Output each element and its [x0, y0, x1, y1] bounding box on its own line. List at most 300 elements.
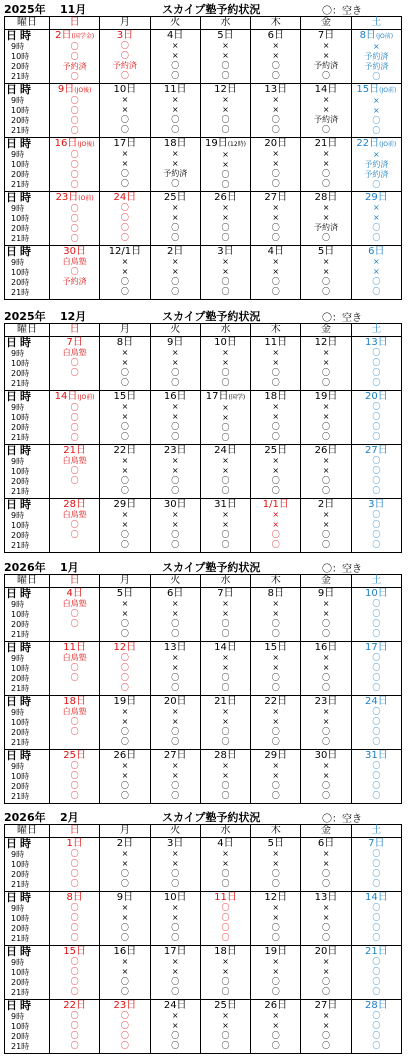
slot-status: 〇: [322, 737, 331, 746]
slot-status: 〇: [322, 179, 331, 188]
day-date: 6日: [317, 838, 335, 849]
slot-status: 〇: [120, 1011, 129, 1020]
day-cell: [351, 892, 401, 946]
slot-status: 〇: [271, 540, 280, 549]
slot-status: ×: [171, 358, 179, 367]
slot-status: 〇: [372, 761, 381, 770]
slot-status: 〇: [221, 683, 230, 692]
slot-status: ×: [272, 51, 280, 60]
day-date: 14日: [54, 391, 78, 402]
slot-status: 〇: [120, 368, 129, 377]
slot-status: 〇: [372, 683, 381, 692]
day-date: 9日: [116, 892, 134, 903]
day-number: [151, 642, 200, 653]
time-slot-label: 9時: [11, 42, 25, 51]
day-cell: [100, 750, 150, 804]
day-number: [50, 892, 99, 903]
day-date: 28日: [314, 192, 338, 203]
day-cell: [50, 588, 100, 642]
time-slot-label: 10時: [11, 664, 30, 673]
month-block: [4, 558, 402, 804]
day-cell: [50, 696, 100, 750]
slot-status: 〇: [372, 903, 381, 912]
slot-status: ×: [171, 51, 179, 60]
day-date: 5日: [317, 246, 335, 257]
day-cell: [100, 696, 150, 750]
day-date: 4日: [167, 30, 184, 41]
day-cell: [251, 138, 301, 192]
slot-status: ×: [171, 466, 179, 475]
day-number: [100, 499, 149, 510]
day-cell: [301, 750, 351, 804]
slot-status: 〇: [322, 933, 331, 942]
day-cell: [301, 696, 351, 750]
slot-status: ×: [322, 1011, 330, 1020]
slot-status: ×: [121, 967, 129, 976]
slot-status: 〇: [70, 106, 79, 115]
slot-status: ×: [121, 771, 129, 780]
slot-status: 〇: [120, 115, 129, 124]
time-slot-label: 10時: [11, 772, 30, 781]
week-row: [5, 696, 402, 750]
slot-status: 〇: [120, 791, 129, 800]
event-label: 白鳥塾: [62, 257, 87, 266]
slot-status: 〇: [70, 403, 79, 412]
slot-status: 〇: [120, 987, 129, 996]
slot-status: ×: [222, 957, 229, 966]
month-block: [4, 808, 402, 1054]
day-note: (O前): [78, 195, 94, 202]
slot-status: ×: [322, 213, 330, 222]
slot-status: ×: [322, 520, 330, 529]
slot-status: 〇: [372, 653, 381, 662]
time-slot-label: 10時: [11, 610, 30, 619]
day-cell: [50, 892, 100, 946]
day-date: 24日: [214, 445, 237, 456]
day-number: [251, 838, 300, 849]
day-number: [301, 84, 350, 95]
day-number: [301, 588, 350, 599]
day-date: 27日: [163, 750, 187, 761]
day-cell: [200, 246, 250, 300]
time-labels: [5, 750, 50, 804]
slot-status: 〇: [372, 923, 381, 932]
slot-status: ×: [171, 771, 179, 780]
slot-status: 〇: [171, 791, 180, 800]
day-cell: [301, 337, 351, 391]
day-number: [100, 892, 149, 903]
day-date: 20日: [314, 946, 338, 957]
day-date: 22日: [356, 138, 380, 149]
slot-status: 〇: [70, 126, 79, 135]
day-date: 9日: [317, 588, 335, 599]
day-number: [151, 946, 200, 957]
weekday-header: 土: [351, 575, 401, 588]
day-date: 17日: [163, 946, 187, 957]
schedule-title: スカイプ塾予約状況: [162, 310, 261, 323]
datetime-label: 日時: [6, 945, 34, 958]
slot-status: 〇: [322, 629, 331, 638]
slot-status: 〇: [271, 169, 280, 178]
day-cell: [200, 892, 250, 946]
day-cell: [301, 588, 351, 642]
event-label: 白鳥塾: [62, 348, 87, 357]
day-number: [50, 391, 99, 403]
day-date: 25日: [163, 192, 187, 203]
slot-status: 〇: [372, 233, 381, 242]
slot-status: ×: [372, 150, 380, 159]
day-date: 3日: [167, 838, 184, 849]
day-date: 18日: [264, 391, 288, 402]
slot-status: ×: [121, 348, 129, 357]
day-note: (JO前): [77, 394, 95, 401]
slot-status: ×: [322, 105, 330, 114]
slot-status: 〇: [372, 849, 381, 858]
day-cell: [150, 946, 200, 1000]
slot-status: 〇: [221, 903, 230, 912]
slot-status: 〇: [372, 287, 381, 296]
time-slot-label: 9時: [11, 204, 25, 213]
day-number: [100, 391, 149, 402]
day-number: [151, 337, 200, 348]
slot-status: ×: [222, 403, 229, 412]
slot-status: 〇: [372, 933, 381, 942]
slot-status: 〇: [70, 234, 79, 243]
day-number: [100, 84, 149, 95]
day-date: 22日: [63, 1000, 86, 1011]
slot-status: 〇: [70, 150, 79, 159]
slot-status: ×: [222, 413, 229, 422]
day-number: [251, 30, 300, 41]
day-number: [50, 642, 99, 653]
day-cell: [100, 588, 150, 642]
slot-status: ×: [121, 849, 129, 858]
time-slot-label: 20時: [11, 870, 30, 879]
day-cell: [251, 946, 301, 1000]
time-slot-label: 20時: [11, 278, 30, 287]
day-date: 23日: [113, 1000, 137, 1011]
slot-status: 〇: [171, 61, 180, 70]
slot-status: 〇: [171, 619, 180, 628]
slot-status: 〇: [171, 233, 180, 242]
slot-status: 〇: [70, 923, 79, 932]
slot-status: ×: [222, 51, 229, 60]
day-date: 2日: [116, 838, 134, 849]
day-cell: [251, 192, 301, 246]
slot-status: ×: [372, 203, 380, 212]
slot-status: 〇: [271, 923, 280, 932]
time-slot-label: 20時: [11, 620, 30, 629]
slot-status: 〇: [372, 116, 381, 125]
event-label: 白鳥塾: [62, 456, 87, 465]
day-cell: [200, 138, 250, 192]
slot-status: 〇: [322, 727, 331, 736]
slot-status: ×: [121, 257, 129, 266]
slot-status: 〇: [221, 781, 230, 790]
slot-status: 〇: [322, 432, 331, 441]
slot-status: ×: [171, 402, 179, 411]
day-cell: [50, 84, 100, 138]
slot-status: 〇: [271, 781, 280, 790]
slot-status: 〇: [70, 663, 79, 672]
day-number: [100, 750, 149, 761]
slot-status: 〇: [322, 71, 331, 80]
day-date: 14日: [314, 84, 338, 95]
day-date: 28日: [364, 1000, 388, 1011]
slot-status: ×: [272, 213, 280, 222]
day-number: [201, 138, 250, 150]
slot-status: ×: [322, 456, 330, 465]
slot-status: 〇: [372, 717, 381, 726]
day-number: [151, 84, 200, 95]
slot-status: 予約済: [112, 61, 137, 70]
day-number: [201, 84, 250, 95]
day-date: 5日: [267, 838, 284, 849]
slot-status: ×: [121, 717, 129, 726]
slot-status: 〇: [120, 203, 129, 212]
day-number: [50, 1000, 99, 1011]
slot-status: 〇: [322, 1041, 331, 1050]
day-cell: [150, 445, 200, 499]
slot-status: 〇: [120, 213, 129, 222]
day-cell: [100, 892, 150, 946]
slot-status: ×: [272, 859, 280, 868]
day-number: [50, 337, 99, 348]
weekday-row: [5, 324, 402, 337]
day-cell: [351, 946, 401, 1000]
slot-status: ×: [372, 106, 380, 115]
slot-status: 〇: [372, 859, 381, 868]
weekday-header: 水: [200, 825, 250, 838]
slot-status: 〇: [221, 368, 230, 377]
slot-status: 〇: [322, 476, 331, 485]
slot-status: 〇: [171, 673, 180, 682]
slot-status: ×: [272, 967, 280, 976]
weekday-header: 月: [100, 17, 150, 30]
day-date: 17日: [364, 642, 388, 653]
day-cell: [351, 750, 401, 804]
slot-status: ×: [272, 105, 280, 114]
day-number: [151, 138, 200, 149]
time-slot-label: 21時: [11, 934, 30, 943]
weekday-header: 水: [200, 17, 250, 30]
day-number: [201, 588, 250, 599]
slot-status: ×: [121, 599, 129, 608]
slot-status: ×: [171, 456, 179, 465]
day-date: 24日: [364, 696, 388, 707]
day-date: 19日: [204, 138, 228, 149]
time-slot-label: 10時: [11, 860, 30, 869]
time-slot-label: 21時: [11, 433, 30, 442]
time-slot-label: 9時: [11, 96, 25, 105]
slot-status: ×: [171, 761, 179, 770]
day-cell: [100, 642, 150, 696]
slot-status: 〇: [372, 378, 381, 387]
slot-status: 〇: [221, 433, 230, 442]
day-cell: [301, 138, 351, 192]
weekday-header: 火: [150, 324, 200, 337]
day-date: 22日: [264, 696, 288, 707]
slot-status: 〇: [221, 727, 230, 736]
time-slot-label: 10時: [11, 467, 30, 476]
slot-status: 〇: [372, 456, 381, 465]
slot-status: 〇: [221, 1041, 230, 1050]
slot-status: 予約済: [364, 62, 389, 71]
slot-status: 〇: [271, 977, 280, 986]
slot-status: 〇: [271, 287, 280, 296]
slot-status: 〇: [70, 170, 79, 179]
time-slot-label: 20時: [11, 728, 30, 737]
slot-status: 〇: [171, 923, 180, 932]
day-cell: [351, 1000, 401, 1054]
day-cell: [301, 642, 351, 696]
day-cell: [200, 337, 250, 391]
slot-status: ×: [322, 41, 330, 50]
slot-status: 〇: [70, 957, 79, 966]
datetime-label: 日時: [6, 245, 34, 258]
slot-status: 〇: [372, 358, 381, 367]
day-number: [251, 445, 300, 456]
slot-status: 〇: [70, 673, 79, 682]
time-labels: [5, 445, 50, 499]
slot-status: 〇: [171, 125, 180, 134]
slot-status: 〇: [322, 869, 331, 878]
time-slot-label: 21時: [11, 541, 30, 550]
day-number: [201, 892, 250, 903]
calendar-table: [4, 16, 402, 300]
slot-status: 〇: [221, 879, 230, 888]
weekday-header: 金: [301, 324, 351, 337]
datetime-label: 日時: [6, 444, 34, 457]
slot-status: 〇: [221, 530, 230, 539]
day-cell: [50, 750, 100, 804]
datetime-label: 日時: [6, 837, 34, 850]
slot-status: 〇: [70, 781, 79, 790]
slot-status: ×: [322, 412, 330, 421]
slot-status: 〇: [271, 673, 280, 682]
weekday-header-label: 曜日: [5, 17, 50, 30]
slot-status: ×: [322, 859, 330, 868]
slot-status: ×: [121, 456, 129, 465]
slot-status: ×: [272, 849, 280, 858]
day-date: 3日: [368, 499, 385, 510]
day-cell: [351, 499, 401, 553]
time-slot-label: 21時: [11, 684, 30, 693]
day-cell: [200, 642, 250, 696]
slot-status: 〇: [120, 71, 129, 80]
day-date: 19日: [314, 391, 338, 402]
slot-status: 〇: [70, 520, 79, 529]
time-slot-label: 10時: [11, 521, 30, 530]
slot-status: 〇: [372, 277, 381, 286]
slot-status: ×: [222, 609, 229, 618]
day-cell: [100, 1000, 150, 1054]
weekday-header: 月: [100, 825, 150, 838]
day-date: 9日: [57, 84, 75, 95]
day-date: 21日: [364, 946, 388, 957]
slot-status: 〇: [372, 510, 381, 519]
slot-status: ×: [272, 510, 280, 519]
day-cell: [50, 391, 100, 445]
slot-status: ×: [322, 707, 330, 716]
slot-status: ×: [322, 149, 330, 158]
slot-status: 〇: [70, 224, 79, 233]
day-date: 27日: [364, 445, 388, 456]
day-date: 5日: [217, 30, 234, 41]
day-cell: [100, 337, 150, 391]
slot-status: ×: [272, 41, 280, 50]
slot-status: 〇: [271, 879, 280, 888]
time-slot-label: 9時: [11, 258, 25, 267]
day-date: 18日: [214, 946, 237, 957]
datetime-label: 日時: [6, 83, 34, 96]
time-labels: [5, 138, 50, 192]
event-label: 白鳥塾: [62, 707, 87, 716]
slot-status: 〇: [171, 115, 180, 124]
datetime-label: 日時: [6, 749, 34, 762]
day-date: 7日: [368, 838, 385, 849]
slot-status: 〇: [322, 977, 331, 986]
day-cell: [301, 192, 351, 246]
slot-status: ×: [121, 358, 129, 367]
day-number: [352, 642, 401, 653]
time-slot-label: 21時: [11, 988, 30, 997]
day-number: [151, 445, 200, 456]
slot-status: ×: [121, 402, 129, 411]
slot-status: ×: [121, 466, 129, 475]
slot-status: 〇: [322, 619, 331, 628]
slot-status: 〇: [70, 42, 79, 51]
slot-status: ×: [171, 41, 179, 50]
day-number: [201, 642, 250, 653]
slot-status: 〇: [271, 869, 280, 878]
day-date: 20日: [364, 391, 388, 402]
time-slot-label: 10時: [11, 968, 30, 977]
day-number: [50, 445, 99, 456]
slot-status: 〇: [171, 223, 180, 232]
slot-status: 〇: [221, 223, 230, 232]
day-number: [352, 246, 401, 257]
slot-status: ×: [272, 348, 280, 357]
day-date: 10日: [163, 892, 187, 903]
day-number: [100, 696, 149, 707]
week-row: [5, 588, 402, 642]
slot-status: 〇: [171, 1041, 180, 1050]
time-slot-label: 9時: [11, 349, 25, 358]
slot-status: 〇: [221, 1031, 230, 1040]
day-date: 25日: [63, 750, 86, 761]
slot-status: 〇: [271, 737, 280, 746]
day-cell: [150, 192, 200, 246]
slot-status: 〇: [221, 71, 230, 80]
schedule-title: スカイプ塾予約状況: [162, 561, 261, 574]
time-slot-label: 20時: [11, 423, 30, 432]
slot-status: 〇: [271, 277, 280, 286]
slot-status: 〇: [372, 771, 381, 780]
slot-status: 〇: [322, 422, 331, 431]
day-number: [151, 499, 200, 510]
day-date: 11日: [63, 642, 86, 653]
day-date: 23日: [55, 192, 79, 203]
day-note: (JO前): [375, 33, 394, 40]
datetime-label: 日時: [6, 336, 34, 349]
slot-status: ×: [272, 95, 280, 104]
slot-status: ×: [322, 95, 330, 104]
slot-status: 〇: [221, 476, 230, 485]
day-number: [301, 1000, 350, 1011]
day-cell: [251, 892, 301, 946]
calendar-table: [4, 574, 402, 804]
